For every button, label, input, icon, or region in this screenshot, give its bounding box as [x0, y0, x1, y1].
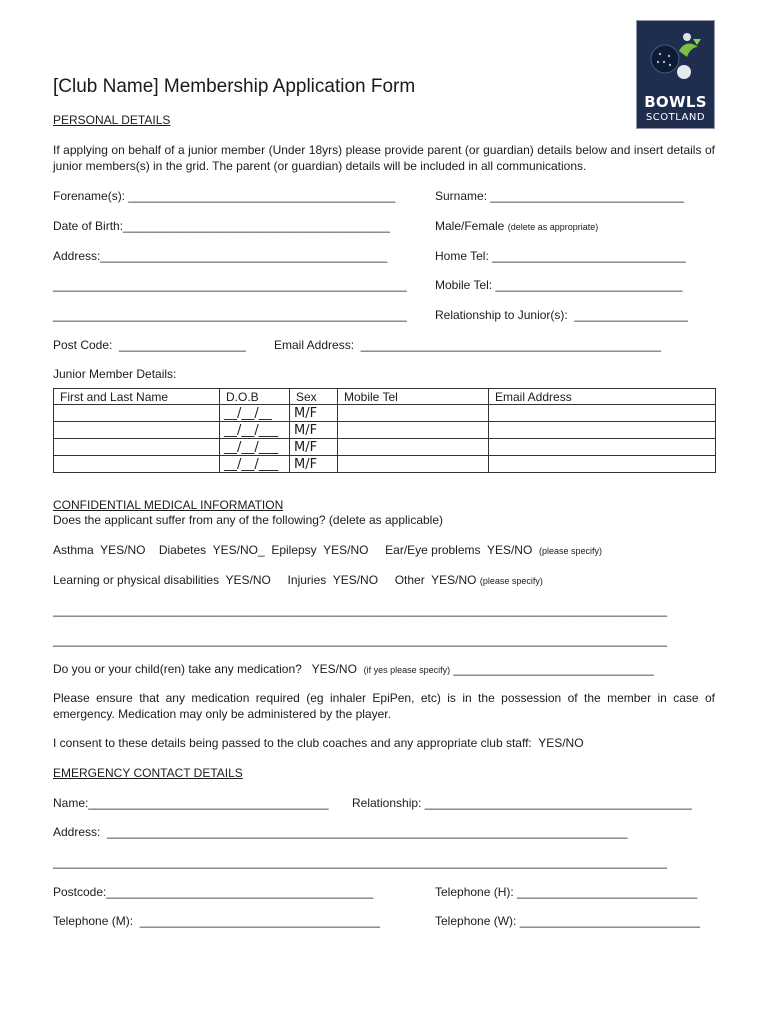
dob-cell[interactable]: __/__/___ — [220, 439, 290, 456]
personal-details-heading: PERSONAL DETAILS — [53, 113, 171, 127]
email-cell[interactable] — [489, 422, 716, 439]
emergency-address-field[interactable]: Address: ______________________________________________________________________________ — [53, 825, 628, 839]
email-address-field[interactable]: Email Address: _____________________________________________ — [274, 338, 662, 352]
col-header-name: First and Last Name — [54, 389, 220, 405]
address-line-2-field[interactable]: _____________________________________________________ — [53, 278, 407, 292]
medical-blank-line[interactable]: ____________________________________________________________________________________________ — [53, 633, 667, 647]
medical-question: Does the applicant suffer from any of the following? (delete as applicable) — [53, 513, 444, 527]
address-line-3-field[interactable]: _____________________________________________________ — [53, 308, 407, 322]
emergency-telephone-h-field[interactable]: Telephone (H): ___________________________ — [435, 885, 698, 899]
col-header-sex: Sex — [290, 389, 338, 405]
junior-members-table — [53, 388, 716, 473]
consent-statement[interactable]: I consent to these details being passed to the club coaches and any appropriate club staff: YES/NO — [53, 736, 584, 750]
emergency-relationship-field[interactable]: Relationship: ________________________________________ — [352, 796, 692, 810]
medical-conditions-text-1: Asthma YES/NO Diabetes YES/NO_ Epilepsy YES/NO Ear/Eye problems YES/NO — [53, 543, 533, 557]
medical-conditions-line-2[interactable] — [53, 573, 543, 588]
logo-text-scotland: SCOTLAND — [645, 112, 706, 123]
home-tel-field[interactable]: Home Tel: _____________________________ — [435, 249, 686, 263]
table-row — [54, 456, 716, 473]
emergency-postcode-field[interactable]: Postcode:________________________________________ — [53, 885, 374, 899]
dob-cell[interactable]: __/__/___ — [220, 456, 290, 473]
sex-cell[interactable]: M/F — [290, 456, 338, 473]
medical-blank-line[interactable]: ____________________________________________________________________________________________ — [53, 603, 667, 617]
table-header-row — [54, 389, 716, 405]
forename-field[interactable]: Forename(s): ________________________________________ — [53, 189, 396, 203]
gender-note: (delete as appropriate) — [507, 222, 599, 232]
medication-text: Do you or your child(ren) take any medication? YES/NO — [53, 662, 357, 676]
bowls-emblem-icon — [643, 29, 709, 93]
address-field[interactable]: Address:___________________________________________ — [53, 249, 388, 263]
emergency-telephone-m-field[interactable]: Telephone (M): ____________________________________ — [53, 914, 380, 928]
please-specify-note: (please specify) — [479, 576, 543, 586]
email-cell[interactable] — [489, 439, 716, 456]
name-cell[interactable] — [54, 422, 220, 439]
sex-cell[interactable]: M/F — [290, 422, 338, 439]
surname-field[interactable]: Surname: _____________________________ — [435, 189, 684, 203]
medical-heading: CONFIDENTIAL MEDICAL INFORMATION — [53, 498, 284, 512]
dob-cell[interactable]: __/__/___ — [220, 422, 290, 439]
post-code-field[interactable]: Post Code: ___________________ — [53, 338, 246, 352]
if-yes-note: (if yes please specify) — [363, 665, 451, 675]
mobile-cell[interactable] — [338, 456, 489, 473]
bowls-scotland-logo — [636, 20, 715, 129]
dob-cell[interactable]: __/__/__ — [220, 405, 290, 422]
sex-cell[interactable]: M/F — [290, 405, 338, 422]
table-row — [54, 422, 716, 439]
emergency-address-line-2-field[interactable]: ____________________________________________________________________________________________ — [53, 855, 667, 869]
mobile-cell[interactable] — [338, 439, 489, 456]
please-specify-note: (please specify) — [538, 546, 603, 556]
medication-notice: Please ensure that any medication required (eg inhaler EpiPen, etc) is in the possession of the member in case of emergency. Medication may only be administered by the player. — [53, 691, 715, 721]
medical-conditions-line-1[interactable] — [53, 543, 602, 558]
personal-details-intro: If applying on behalf of a junior member (Under 18yrs) please provide parent (or guardian) details below and insert details of junior members(s) in the grid. The parent (or guardian) details will be included in all communications. — [53, 143, 715, 173]
junior-details-label: Junior Member Details: — [53, 367, 177, 381]
table-row — [54, 439, 716, 456]
relationship-to-junior-field[interactable]: Relationship to Junior(s): _________________ — [435, 308, 688, 322]
logo-text-bowls: BOWLS — [644, 93, 707, 111]
table-row — [54, 405, 716, 422]
name-cell[interactable] — [54, 405, 220, 422]
email-cell[interactable] — [489, 456, 716, 473]
medication-blank: ______________________________ — [453, 662, 654, 676]
emergency-telephone-w-field[interactable]: Telephone (W): ___________________________ — [435, 914, 700, 928]
medication-question[interactable] — [53, 662, 654, 677]
col-header-email: Email Address — [489, 389, 716, 405]
medical-conditions-text-2: Learning or physical disabilities YES/NO Injuries YES/NO Other YES/NO — [53, 573, 477, 587]
emergency-heading: EMERGENCY CONTACT DETAILS — [53, 766, 243, 780]
sex-cell[interactable]: M/F — [290, 439, 338, 456]
email-cell[interactable] — [489, 405, 716, 422]
name-cell[interactable] — [54, 456, 220, 473]
mobile-cell[interactable] — [338, 422, 489, 439]
gender-field[interactable] — [435, 219, 598, 234]
page-title: [Club Name] Membership Application Form — [53, 76, 416, 97]
mobile-tel-field[interactable]: Mobile Tel: ____________________________ — [435, 278, 683, 292]
col-header-mobile: Mobile Tel — [338, 389, 489, 405]
mobile-cell[interactable] — [338, 405, 489, 422]
gender-label: Male/Female — [435, 219, 505, 233]
name-cell[interactable] — [54, 439, 220, 456]
emergency-name-field[interactable]: Name:____________________________________ — [53, 796, 329, 810]
date-of-birth-field[interactable]: Date of Birth:________________________________________ — [53, 219, 390, 233]
col-header-dob: D.O.B — [220, 389, 290, 405]
